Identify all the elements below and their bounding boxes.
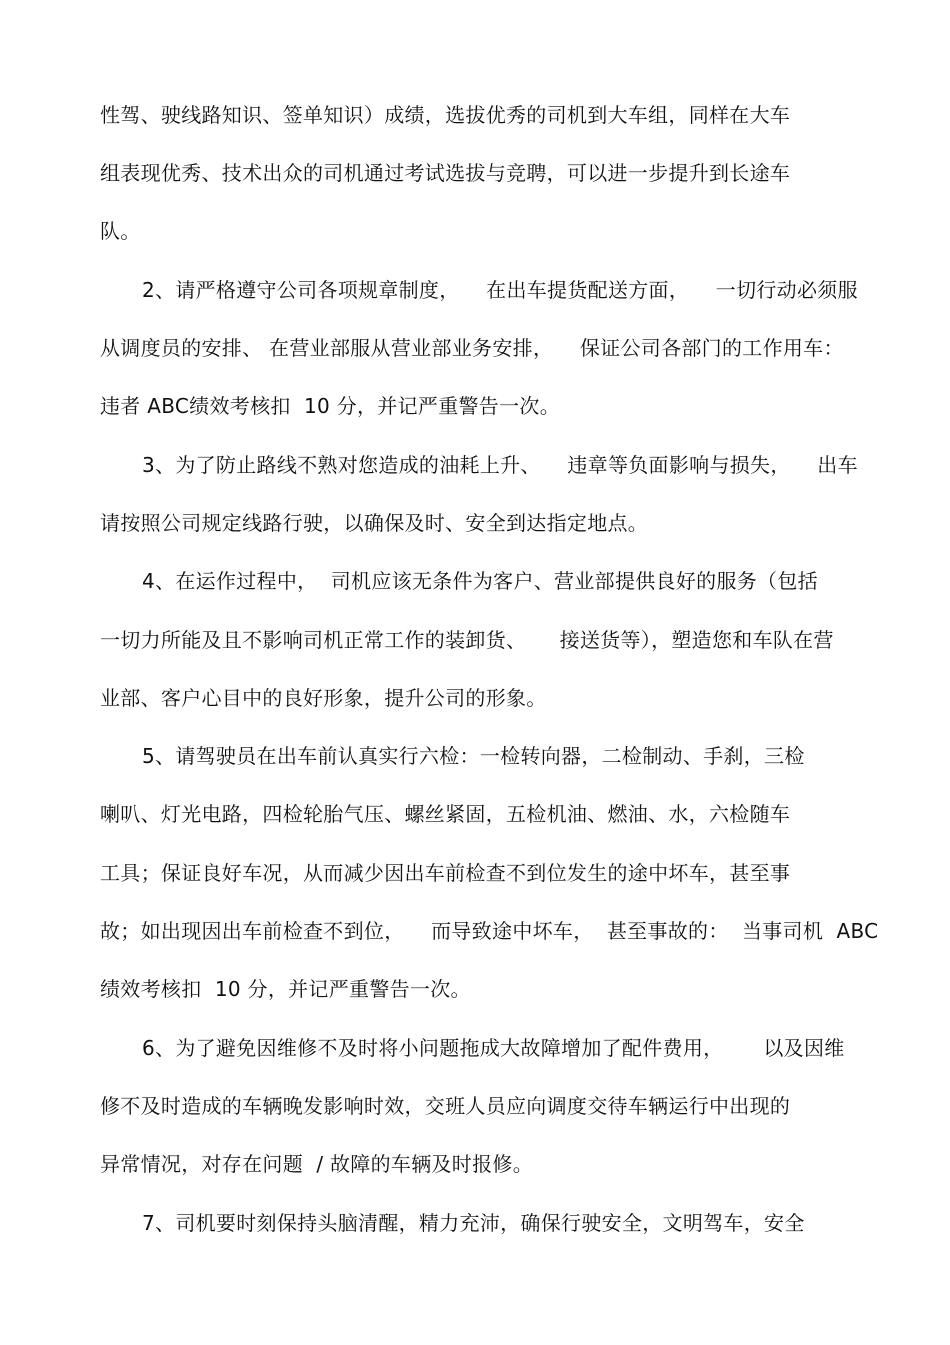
- text-line: 队。: [100, 219, 141, 243]
- text-line: 一切力所能及且不影响司机正常工作的装卸货、 接送货等），塑造您和车队在营: [100, 628, 834, 652]
- text-line: 业部、客户心目中的良好形象，提升公司的形象。: [100, 686, 547, 710]
- text-line: 请按照公司规定线路行驶，以确保及时、安全到达指定地点。: [100, 511, 649, 535]
- text-line: 工具；保证良好车况，从而减少因出车前检查不到位发生的途中坏车，甚至事: [100, 861, 791, 885]
- text-line: 修不及时造成的车辆晚发影响时效，交班人员应向调度交待车辆运行中出现的: [100, 1094, 791, 1118]
- text-line: 故；如出现因出车前检查不到位， 而导致途中坏车， 甚至事故的： 当事司机 ABC: [100, 919, 879, 943]
- text-line: 违者 ABC绩效考核扣 10 分，并记严重警告一次。: [100, 394, 560, 418]
- text-line: 异常情况，对存在问题 / 故障的车辆及时报修。: [100, 1152, 534, 1176]
- text-line: 绩效考核扣 10 分，并记严重警告一次。: [100, 977, 471, 1001]
- paragraph-5-start: 5、请驾驶员在出车前认真实行六检：一检转向器，二检制动、手刹，三检: [142, 744, 805, 768]
- paragraph-3-start: 3、为了防止路线不熟对您造成的油耗上升、 违章等负面影响与损失， 出车: [142, 453, 858, 477]
- paragraph-2-start: 2、请严格遵守公司各项规章制度， 在出车提货配送方面， 一切行动必须服: [142, 278, 858, 302]
- paragraph-7-start: 7、司机要时刻保持头脑清醒，精力充沛，确保行驶安全，文明驾车，安全: [142, 1211, 805, 1235]
- paragraph-6-start: 6、为了避免因维修不及时将小问题拖成大故障增加了配件费用， 以及因维: [142, 1036, 845, 1060]
- text-line: 从调度员的安排、 在营业部服从营业部业务安排， 保证公司各部门的工作用车：: [100, 336, 844, 360]
- paragraph-4-start: 4、在运作过程中， 司机应该无条件为客户、营业部提供良好的服务（包括: [142, 569, 818, 593]
- text-line: 喇叭、灯光电路，四检轮胎气压、螺丝紧固，五检机油、燃油、水，六检随车: [100, 802, 791, 826]
- text-line: 组表现优秀、技术出众的司机通过考试选拔与竞聘，可以进一步提升到长途车: [100, 161, 791, 185]
- text-line: 性驾、驶线路知识、签单知识）成绩，选拔优秀的司机到大车组，同样在大车: [100, 103, 791, 127]
